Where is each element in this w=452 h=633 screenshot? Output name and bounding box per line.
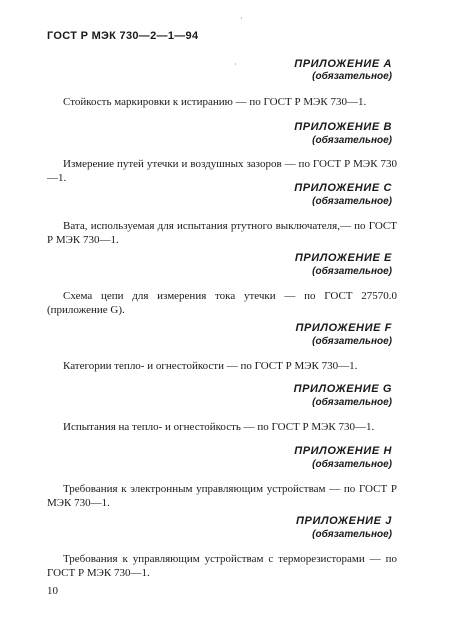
page-number: 10: [47, 585, 58, 597]
scan-speck: ·: [240, 14, 243, 23]
appendix-j-status: (обязательное): [312, 529, 392, 540]
appendix-f-title: ПРИЛОЖЕНИЕ F: [295, 322, 392, 334]
appendix-e-title: ПРИЛОЖЕНИЕ Е: [294, 252, 392, 264]
appendix-h-title: ПРИЛОЖЕНИЕ Н: [294, 445, 392, 457]
appendix-e-status: (обязательное): [312, 266, 392, 277]
appendix-a-text: Стойкость маркировки к истиранию — по ГОСТ Р МЭК 730—1.: [63, 96, 367, 108]
appendix-g-text: Испытания на тепло- и огнестойкость — по ГОСТ Р МЭК 730—1.: [63, 421, 375, 433]
appendix-j-text: Требования к управляющим устройствам с терморезисторами — по ГОСТ Р МЭК 730—1.: [47, 553, 397, 579]
appendix-f-status: (обязательное): [312, 336, 392, 347]
appendix-c-title: ПРИЛОЖЕНИЕ С: [294, 182, 392, 194]
appendix-f-text: Категории тепло- и огнестойкости — по ГОСТ Р МЭК 730—1.: [63, 360, 358, 372]
appendix-e-text: Схема цепи для измерения тока утечки — по ГОСТ 27570.0 (приложение G).: [47, 290, 397, 316]
appendix-g-title: ПРИЛОЖЕНИЕ G: [293, 383, 392, 395]
appendix-j-title: ПРИЛОЖЕНИЕ J: [296, 515, 392, 527]
appendix-c-status: (обязательное): [312, 196, 392, 207]
appendix-h-status: (обязательное): [312, 459, 392, 470]
appendix-c-text: Вата, используемая для испытания ртутного выключателя,— по ГОСТ Р МЭК 730—1.: [47, 220, 397, 246]
document-header: ГОСТ Р МЭК 730—2—1—94: [47, 30, 199, 42]
appendix-a-title: ПРИЛОЖЕНИЕ А: [294, 58, 392, 70]
appendix-h-text: Требования к электронным управляющим устройствам — по ГОСТ Р МЭК 730—1.: [47, 483, 397, 509]
appendix-g-status: (обязательное): [312, 397, 392, 408]
scan-speck: ·: [234, 60, 237, 69]
appendix-b-text: Измерение путей утечки и воздушных зазоров — по ГОСТ Р МЭК 730—1.: [47, 158, 397, 184]
appendix-b-title: ПРИЛОЖЕНИЕ В: [294, 121, 392, 133]
appendix-a-status: (обязательное): [312, 71, 392, 82]
appendix-b-status: (обязательное): [312, 135, 392, 146]
